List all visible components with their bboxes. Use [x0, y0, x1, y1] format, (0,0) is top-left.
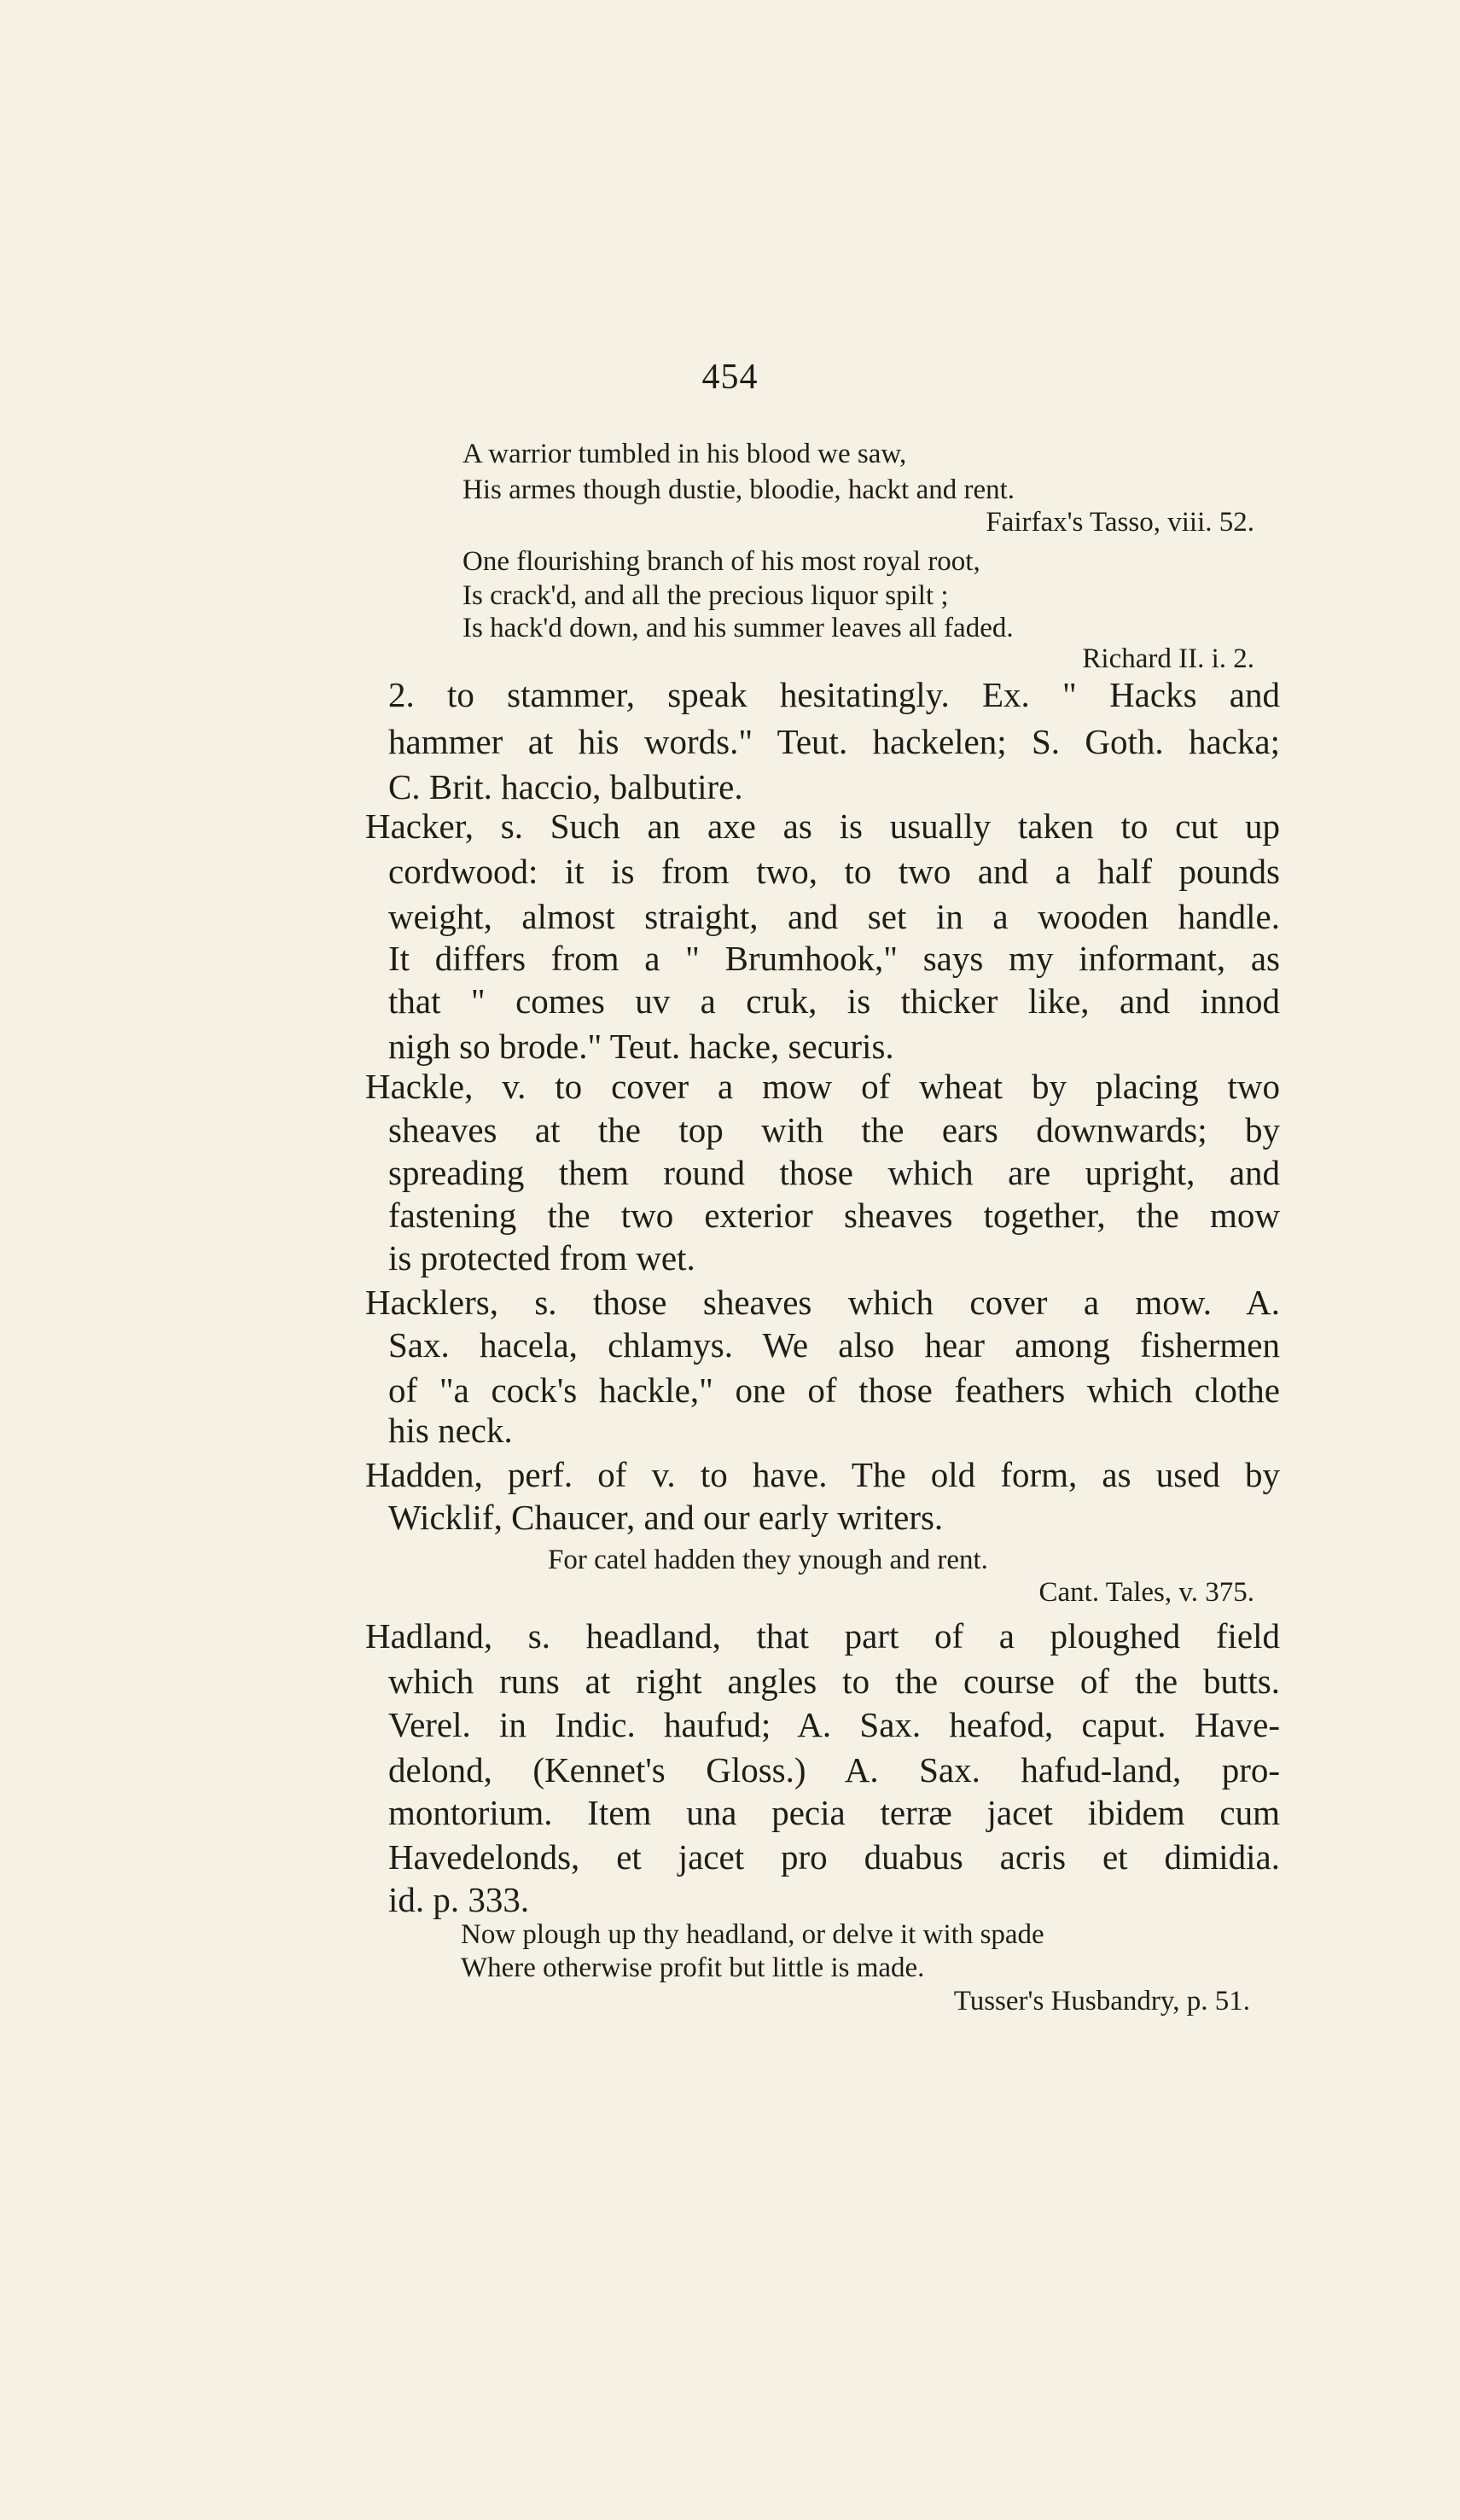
entry-line: that " comes uv a cruk, is thicker like, and innod [388, 981, 1280, 1021]
entry-line: of "a cock's hackle," one of those feathers which clothe [388, 1371, 1280, 1410]
entry-line: hammer at his words." Teut. hackelen; S. Goth. hacka; [388, 722, 1280, 761]
quote-line: His armes though dustie, bloodie, hackt and rent. [462, 474, 1015, 505]
entry-line: Wicklif, Chaucer, and our early writers. [388, 1498, 944, 1537]
entry-line: cordwood: it is from two, to two and a half pounds [388, 852, 1280, 891]
headword-line: Hacker, s. Such an axe as is usually taken to cut up [365, 806, 1280, 846]
entry-line: Verel. in Indic. haufud; A. Sax. heafod, caput. Have- [388, 1705, 1280, 1744]
entry-line: Sax. hacela, chlamys. We also hear among fishermen [388, 1325, 1280, 1365]
entry-line: It differs from a " Brumhook," says my informant, as [388, 939, 1280, 978]
quote-line: A warrior tumbled in his blood we saw, [462, 439, 907, 469]
headword-line: Hadland, s. headland, that part of a ploughed field [365, 1616, 1280, 1656]
entry-line: id. p. 333. [388, 1880, 530, 1919]
entry-line: montorium. Item una pecia terræ jacet ibidem cum [388, 1793, 1280, 1832]
headword-line: Hackle, v. to cover a mow of wheat by placing two [365, 1067, 1280, 1106]
quote-line: Is hack'd down, and his summer leaves all faded. [462, 613, 1014, 643]
entry-line: his neck. [388, 1411, 513, 1450]
quote-citation: Fairfax's Tasso, viii. 52. [986, 507, 1254, 538]
entry-line: spreading them round those which are upright, and [388, 1153, 1280, 1192]
entry-line: nigh so brode." Teut. hacke, securis. [388, 1027, 894, 1066]
quote-citation: Richard II. i. 2. [1082, 643, 1254, 674]
page-number: 454 [701, 358, 759, 397]
entry-line: C. Brit. haccio, balbutire. [388, 767, 743, 806]
quote-line: Where otherwise profit but little is made. [461, 1953, 925, 1983]
quote-line: Is crack'd, and all the precious liquor spilt ; [462, 580, 949, 611]
headword-line: Hacklers, s. those sheaves which cover a mow. A. [365, 1283, 1280, 1322]
entry-line: delond, (Kennet's Gloss.) A. Sax. hafud-land, pro- [388, 1750, 1280, 1790]
quote-line: For catel hadden they ynough and rent. [548, 1545, 988, 1575]
entry-line: weight, almost straight, and set in a wooden handle. [388, 897, 1280, 936]
headword-line: Hadden, perf. of v. to have. The old form, as used by [365, 1455, 1280, 1494]
entry-line: Havedelonds, et jacet pro duabus acris et dimidia. [388, 1837, 1280, 1877]
entry-line: 2. to stammer, speak hesitatingly. Ex. " Hacks and [388, 675, 1280, 714]
quote-citation: Cant. Tales, v. 375. [1038, 1577, 1254, 1608]
quote-line: One flourishing branch of his most royal root, [462, 546, 980, 577]
entry-line: fastening the two exterior sheaves together, the mow [388, 1196, 1280, 1235]
quote-citation: Tusser's Husbandry, p. 51. [953, 1986, 1250, 2017]
entry-line: sheaves at the top with the ears downwards; by [388, 1110, 1280, 1149]
entry-line: is protected from wet. [388, 1238, 695, 1277]
entry-line: which runs at right angles to the course of the butts. [388, 1662, 1280, 1701]
quote-line: Now plough up thy headland, or delve it with spade [461, 1919, 1044, 1950]
